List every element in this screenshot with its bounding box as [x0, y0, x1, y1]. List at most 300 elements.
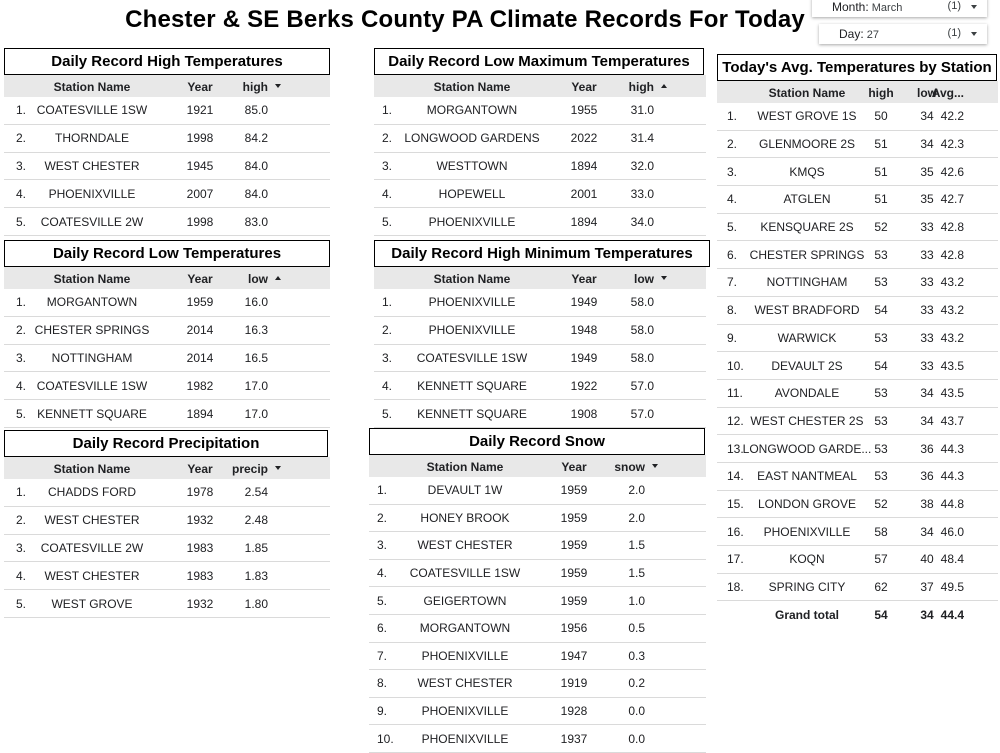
row-number: 12. — [727, 413, 744, 428]
table-row[interactable] — [717, 325, 998, 353]
table-row[interactable] — [717, 491, 998, 519]
table-row[interactable] — [369, 615, 706, 643]
station-name: COATESVILLE 2W — [40, 540, 144, 555]
table-row[interactable] — [4, 372, 330, 400]
day-filter[interactable] — [819, 24, 987, 44]
record-value: 0.3 — [628, 648, 645, 663]
table-row[interactable] — [4, 97, 330, 125]
low-value: 38 — [920, 496, 934, 511]
column-header: Station Name — [433, 272, 511, 286]
chevron-down-icon[interactable] — [971, 5, 977, 9]
table-row[interactable] — [4, 479, 330, 507]
row-number: 3. — [382, 350, 393, 365]
record-value: 58.0 — [630, 323, 654, 338]
table-title: Daily Record Low Temperatures — [4, 240, 330, 267]
station-name: LONGWOOD GARDENS — [404, 131, 540, 146]
table-row[interactable] — [717, 131, 998, 159]
table-row[interactable] — [369, 477, 706, 505]
row-number: 7. — [377, 648, 388, 663]
station-name: PHOENIXVILLE — [428, 214, 516, 229]
station-name: CHADDS FORD — [47, 485, 136, 500]
avg-value: 42.8 — [940, 247, 964, 262]
table-title: Today's Avg. Temperatures by Station — [717, 54, 997, 81]
row-number: 5. — [377, 593, 388, 608]
record-value: 58.0 — [630, 295, 654, 310]
station-name: COATESVILLE 1SW — [409, 566, 521, 581]
row-number: 1. — [727, 109, 738, 124]
record-value: 84.0 — [244, 186, 268, 201]
table-header — [374, 75, 706, 97]
high-value: 54 — [874, 358, 888, 373]
table-row[interactable] — [369, 670, 706, 698]
year: 1949 — [570, 350, 598, 365]
table-row[interactable] — [717, 352, 998, 380]
day-filter-label: Day: — [839, 27, 864, 41]
station-name: PHOENIXVILLE — [428, 323, 516, 338]
low-value: 33 — [920, 303, 934, 318]
column-header: high — [868, 86, 894, 100]
row-number: 1. — [16, 485, 27, 500]
sort-ascending-icon[interactable] — [275, 276, 281, 280]
row-number: 2. — [16, 323, 27, 338]
high-value: 53 — [874, 247, 888, 262]
table-row[interactable] — [4, 535, 330, 563]
station-name: WEST CHESTER — [417, 676, 513, 691]
high-value: 58 — [874, 524, 888, 539]
row-number: 5. — [16, 214, 27, 229]
row-number: 14. — [727, 469, 744, 484]
row-number: 10. — [377, 731, 394, 746]
year: 2001 — [570, 186, 598, 201]
station-name: KMQS — [789, 164, 825, 179]
year: 1894 — [186, 406, 214, 421]
row-number: 2. — [727, 137, 738, 152]
year: 1919 — [560, 676, 588, 691]
record-value: 1.5 — [628, 538, 645, 553]
row-number: 13. — [727, 441, 744, 456]
low-value: 33 — [920, 358, 934, 373]
table-row[interactable] — [717, 408, 998, 436]
station-name: GEIGERTOWN — [423, 593, 507, 608]
station-name: GLENMOORE 2S — [758, 137, 856, 152]
table-row[interactable] — [374, 289, 706, 317]
year: 1949 — [570, 295, 598, 310]
sort-descending-icon[interactable] — [275, 466, 281, 470]
table-row[interactable] — [369, 532, 706, 560]
row-number: 5. — [16, 406, 27, 421]
low-value: 33 — [920, 247, 934, 262]
station-name: KOQN — [789, 552, 825, 567]
avg-value: 46.0 — [940, 524, 964, 539]
record-value: 0.5 — [628, 621, 645, 636]
year: 2014 — [186, 350, 214, 365]
record-value: 16.5 — [244, 350, 268, 365]
table-row[interactable] — [717, 158, 998, 186]
page-title: Chester & SE Berks County PA Climate Records For Today — [125, 6, 805, 33]
table-header — [4, 267, 330, 289]
row-number: 3. — [16, 540, 27, 555]
record-value: 84.2 — [244, 131, 268, 146]
row-number: 4. — [382, 378, 393, 393]
low-value: 33 — [920, 275, 934, 290]
table-row[interactable] — [4, 208, 330, 236]
table-row[interactable] — [369, 643, 706, 671]
column-header: high — [628, 80, 654, 94]
year: 1955 — [570, 103, 598, 118]
avg-value: 43.5 — [940, 358, 964, 373]
station-name: SPRING CITY — [768, 580, 846, 595]
table-row[interactable] — [369, 505, 706, 533]
column-header: Year — [187, 80, 213, 94]
year: 2007 — [186, 186, 214, 201]
table-row[interactable] — [717, 546, 998, 574]
year: 1932 — [186, 513, 214, 528]
high-value: 53 — [874, 386, 888, 401]
year: 1932 — [186, 596, 214, 611]
high-value: 53 — [874, 330, 888, 345]
record-value: 57.0 — [630, 406, 654, 421]
table-row[interactable] — [374, 372, 706, 400]
year: 1983 — [186, 540, 214, 555]
year: 1921 — [186, 103, 214, 118]
avg-value: 44.8 — [940, 496, 964, 511]
month-filter[interactable] — [812, 0, 987, 17]
record-value: 58.0 — [630, 350, 654, 365]
column-header: Station Name — [426, 460, 504, 474]
high-value: 52 — [874, 220, 888, 235]
table-row[interactable] — [374, 180, 706, 208]
station-name: PHOENIXVILLE — [421, 704, 509, 719]
chevron-down-icon[interactable] — [971, 32, 977, 36]
avg-value: 44.4 — [940, 607, 964, 622]
column-header: Year — [187, 272, 213, 286]
column-header: Station Name — [53, 80, 131, 94]
station-name: WEST CHESTER — [44, 513, 140, 528]
year: 1894 — [570, 214, 598, 229]
row-number: 5. — [16, 596, 27, 611]
table-row[interactable] — [369, 698, 706, 726]
record-value: 1.80 — [244, 596, 268, 611]
column-header: Avg... — [931, 86, 964, 100]
record-value: 2.54 — [244, 485, 268, 500]
day-filter-count: (1) — [947, 27, 961, 39]
column-header: Year — [561, 460, 587, 474]
table-header — [4, 457, 330, 479]
table-row[interactable] — [4, 562, 330, 590]
year: 1937 — [560, 731, 588, 746]
high-value: 57 — [874, 552, 888, 567]
row-number: 6. — [377, 621, 388, 636]
low-value: 35 — [920, 192, 934, 207]
table-row[interactable] — [4, 345, 330, 373]
record-value: 0.0 — [628, 704, 645, 719]
sort-descending-icon[interactable] — [661, 276, 667, 280]
row-number: 5. — [382, 214, 393, 229]
station-name: PHOENIXVILLE — [48, 186, 136, 201]
table-row[interactable] — [717, 241, 998, 269]
table-row[interactable] — [717, 297, 998, 325]
avg-value: 49.5 — [940, 580, 964, 595]
station-name: COATESVILLE 1SW — [416, 350, 528, 365]
table-title: Daily Record High Temperatures — [4, 48, 330, 75]
year: 1982 — [186, 378, 214, 393]
table-row[interactable] — [4, 507, 330, 535]
year: 2014 — [186, 323, 214, 338]
column-header: Year — [571, 80, 597, 94]
station-name: KENNETT SQUARE — [417, 406, 527, 421]
row-number: 4. — [382, 186, 393, 201]
row-number: 1. — [16, 103, 27, 118]
table-row[interactable] — [374, 208, 706, 236]
high-value: 50 — [874, 109, 888, 124]
record-value: 84.0 — [244, 158, 268, 173]
station-name: MORGANTOWN — [419, 621, 511, 636]
record-value: 1.85 — [244, 540, 268, 555]
station-name: PHOENIXVILLE — [421, 731, 509, 746]
station-name: ATGLEN — [783, 192, 831, 207]
row-number: 8. — [377, 676, 388, 691]
station-name: HOPEWELL — [438, 186, 506, 201]
grand-total-label: Grand total — [774, 607, 839, 622]
row-number: 3. — [377, 538, 388, 553]
record-value: 34.0 — [630, 214, 654, 229]
row-number: 2. — [382, 323, 393, 338]
low-value: 33 — [920, 330, 934, 345]
row-number: 3. — [16, 350, 27, 365]
table-row[interactable] — [369, 560, 706, 588]
column-header: high — [242, 80, 268, 94]
record-value: 16.0 — [244, 295, 268, 310]
low-value: 34 — [920, 109, 934, 124]
table-row[interactable] — [374, 400, 706, 428]
column-header: Station Name — [53, 272, 131, 286]
row-number: 15. — [727, 496, 744, 511]
avg-value: 48.4 — [940, 552, 964, 567]
record-value: 0.0 — [628, 731, 645, 746]
column-header: low — [248, 272, 268, 286]
table-row[interactable] — [4, 289, 330, 317]
record-value: 17.0 — [244, 378, 268, 393]
table-title: Daily Record Snow — [369, 428, 705, 455]
table-row[interactable] — [717, 214, 998, 242]
table-row[interactable] — [374, 345, 706, 373]
table-row[interactable] — [717, 186, 998, 214]
high-value: 53 — [874, 441, 888, 456]
station-name: DEVAULT 1W — [427, 483, 503, 498]
column-header: Year — [571, 272, 597, 286]
table-title: Daily Record Precipitation — [4, 430, 328, 457]
table-header — [4, 75, 330, 97]
table-row[interactable] — [4, 590, 330, 618]
low-value: 35 — [920, 164, 934, 179]
row-number: 11. — [727, 386, 743, 401]
row-number: 17. — [727, 552, 744, 567]
high-value: 53 — [874, 469, 888, 484]
record-low-table — [4, 240, 330, 428]
row-number: 4. — [16, 378, 27, 393]
year: 1922 — [570, 378, 598, 393]
avg-value: 43.2 — [940, 303, 964, 318]
table-row[interactable] — [369, 725, 706, 753]
row-number: 2. — [377, 510, 388, 525]
record-snow-table — [369, 428, 706, 753]
row-number: 1. — [16, 295, 27, 310]
table-title: Daily Record High Minimum Temperatures — [374, 240, 710, 267]
station-name: KENNETT SQUARE — [37, 406, 147, 421]
station-name: WEST CHESTER 2S — [750, 413, 864, 428]
sort-ascending-icon[interactable] — [661, 84, 667, 88]
table-row[interactable] — [374, 317, 706, 345]
avg-value: 43.2 — [940, 275, 964, 290]
low-value: 34 — [920, 386, 934, 401]
station-name: AVONDALE — [774, 386, 840, 401]
station-name: THORNDALE — [54, 131, 129, 146]
record-value: 31.4 — [630, 131, 654, 146]
station-name: COATESVILLE 1SW — [36, 378, 148, 393]
table-row[interactable] — [717, 435, 998, 463]
row-number: 3. — [16, 158, 27, 173]
column-header: Station Name — [53, 462, 131, 476]
station-name: CHESTER SPRINGS — [749, 247, 865, 262]
column-header: Year — [187, 462, 213, 476]
table-row[interactable] — [717, 518, 998, 546]
month-filter-value: March — [871, 2, 903, 14]
table-row[interactable] — [374, 153, 706, 181]
row-number: 5. — [382, 406, 393, 421]
low-value: 34 — [920, 137, 934, 152]
station-name: WESTTOWN — [436, 158, 508, 173]
row-number: 9. — [377, 704, 388, 719]
column-header: snow — [614, 460, 645, 474]
record-high-table — [4, 48, 330, 236]
year: 1959 — [560, 510, 588, 525]
column-header: Station Name — [433, 80, 511, 94]
table-header — [717, 81, 998, 103]
sort-descending-icon[interactable] — [652, 464, 658, 468]
sort-descending-icon[interactable] — [275, 84, 281, 88]
table-row[interactable] — [374, 97, 706, 125]
year: 1894 — [570, 158, 598, 173]
table-row[interactable] — [4, 153, 330, 181]
row-number: 18. — [727, 580, 744, 595]
station-name: COATESVILLE 1SW — [36, 103, 148, 118]
table-row[interactable] — [717, 103, 998, 131]
low-value: 34 — [920, 413, 934, 428]
year: 1956 — [560, 621, 588, 636]
avg-value: 43.2 — [940, 330, 964, 345]
low-value: 33 — [920, 220, 934, 235]
table-row[interactable] — [717, 574, 998, 602]
row-number: 4. — [16, 186, 27, 201]
column-header: Station Name — [768, 86, 846, 100]
record-low-max-table — [374, 48, 706, 236]
record-value: 0.2 — [628, 676, 645, 691]
station-name: PHOENIXVILLE — [428, 295, 516, 310]
row-number: 9. — [727, 330, 738, 345]
station-name: WEST CHESTER — [44, 158, 140, 173]
station-name: MORGANTOWN — [46, 295, 138, 310]
grand-total-row — [717, 601, 998, 628]
day-filter-value: 27 — [866, 29, 879, 41]
station-name: LONGWOOD GARDE... — [742, 441, 872, 456]
year: 1959 — [560, 566, 588, 581]
table-row[interactable] — [369, 587, 706, 615]
high-value: 52 — [874, 496, 888, 511]
low-value: 34 — [920, 524, 934, 539]
station-name: CHESTER SPRINGS — [34, 323, 150, 338]
high-value: 51 — [874, 164, 888, 179]
high-value: 51 — [874, 137, 888, 152]
row-number: 10. — [727, 358, 744, 373]
record-value: 57.0 — [630, 378, 654, 393]
table-row[interactable] — [4, 125, 330, 153]
station-name: NOTTINGHAM — [766, 275, 848, 290]
month-filter-label: Month: — [832, 0, 869, 14]
table-row[interactable] — [4, 180, 330, 208]
row-number: 1. — [382, 295, 393, 310]
year: 1947 — [560, 648, 588, 663]
row-number: 4. — [727, 192, 738, 207]
year: 1948 — [570, 323, 598, 338]
table-row[interactable] — [717, 463, 998, 491]
row-number: 2. — [16, 513, 27, 528]
avg-value: 42.8 — [940, 220, 964, 235]
table-row[interactable] — [717, 269, 998, 297]
table-row[interactable] — [717, 380, 998, 408]
row-number: 2. — [16, 131, 27, 146]
record-value: 16.3 — [244, 323, 268, 338]
table-row[interactable] — [4, 400, 330, 428]
avg-value: 43.5 — [940, 386, 964, 401]
year: 1959 — [560, 538, 588, 553]
record-value: 2.0 — [628, 510, 645, 525]
avg-value: 42.7 — [940, 192, 964, 207]
row-number: 16. — [727, 524, 744, 539]
high-value: 54 — [874, 303, 888, 318]
station-name: EAST NANTMEAL — [757, 469, 857, 484]
station-name: KENSQUARE 2S — [760, 220, 854, 235]
column-header: low — [634, 272, 654, 286]
station-name: WEST CHESTER — [44, 568, 140, 583]
record-value: 2.0 — [628, 483, 645, 498]
year: 1998 — [186, 131, 214, 146]
record-high-min-table — [374, 240, 706, 428]
row-number: 2. — [382, 131, 393, 146]
station-name: DEVAULT 2S — [771, 358, 843, 373]
high-value: 54 — [874, 607, 888, 622]
avg-value: 42.3 — [940, 137, 964, 152]
month-filter-count: (1) — [947, 0, 961, 12]
avg-value: 44.3 — [940, 441, 964, 456]
station-name: WARWICK — [777, 330, 837, 345]
station-name: PHOENIXVILLE — [763, 524, 851, 539]
record-value: 2.48 — [244, 513, 268, 528]
record-value: 1.5 — [628, 566, 645, 581]
record-precip-table — [4, 430, 330, 618]
table-row[interactable] — [374, 125, 706, 153]
station-name: MORGANTOWN — [426, 103, 518, 118]
avg-value: 44.3 — [940, 469, 964, 484]
year: 1959 — [186, 295, 214, 310]
table-row[interactable] — [4, 317, 330, 345]
column-header: low — [917, 86, 937, 100]
low-value: 36 — [920, 469, 934, 484]
low-value: 40 — [920, 552, 934, 567]
low-value: 36 — [920, 441, 934, 456]
table-header — [374, 267, 706, 289]
station-name: WEST GROVE 1S — [757, 109, 857, 124]
station-name: HONEY BROOK — [420, 510, 510, 525]
